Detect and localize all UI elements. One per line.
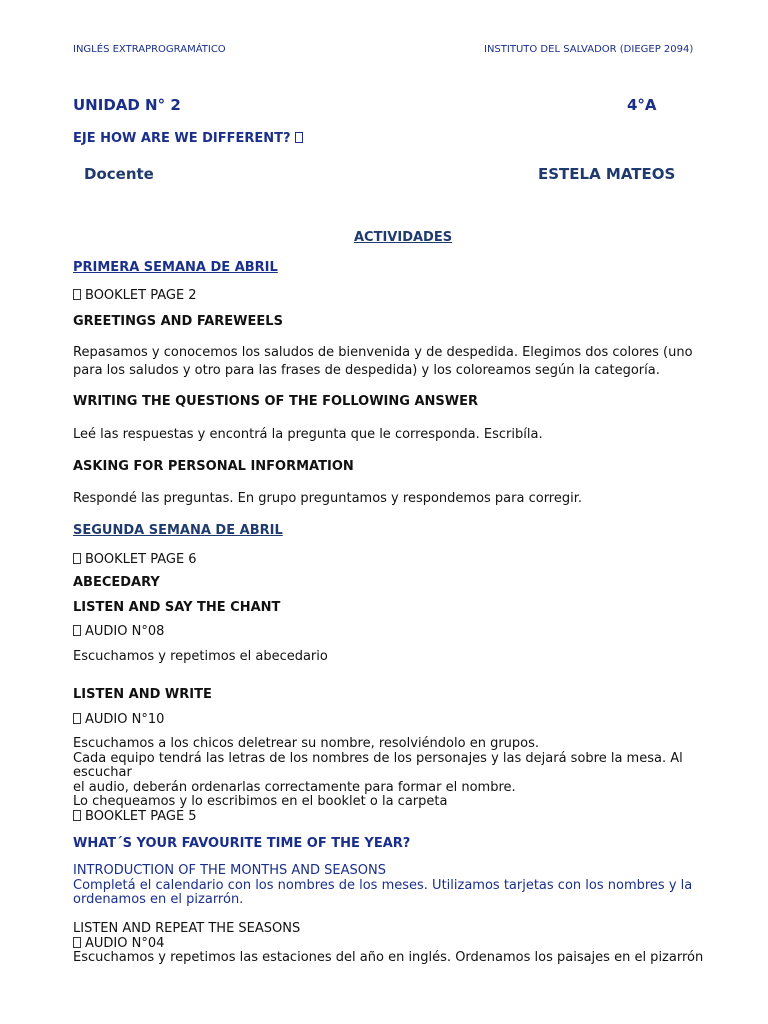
placeholder-glyph-icon	[295, 132, 303, 143]
writing-text: Leé las respuestas y encontrá la pregunta que le corresponda. Escribíla.	[73, 427, 543, 442]
header-left: INGLÉS EXTRAPROGRAMÁTICO	[73, 44, 226, 55]
write-title: LISTEN AND WRITE	[73, 687, 212, 702]
chant-title: LISTEN AND SAY THE CHANT	[73, 600, 281, 615]
abecedary-title: ABECEDARY	[73, 575, 160, 590]
asking-title: ASKING FOR PERSONAL INFORMATION	[73, 459, 354, 474]
greetings-text: Repasamos y conocemos los saludos de bienvenida y de despedida. Elegimos dos colores (uno para los saludos y otro para las frases de despedida) y los coloreamos según la categoría.	[73, 345, 693, 378]
write-line: Lo chequeamos y lo escribimos en el booklet o la carpeta	[73, 794, 448, 809]
header-right: INSTITUTO DEL SALVADOR (DIEGEP 2094)	[484, 44, 694, 55]
booklet-label: BOOKLET PAGE 2	[85, 288, 197, 303]
audio-label: AUDIO N°08	[85, 624, 165, 639]
placeholder-glyph-icon	[73, 937, 81, 948]
favourite-title: WHAT´S YOUR FAVOURITE TIME OF THE YEAR?	[73, 836, 411, 851]
intro-title: INTRODUCTION OF THE MONTHS AND SEASONS	[73, 863, 386, 878]
teacher-label: Docente	[84, 165, 154, 183]
week1-booklet	[73, 288, 197, 303]
intro-line: Completá el calendario con los nombres de los meses. Utilizamos tarjetas con los nombres y la	[73, 877, 693, 893]
week2-booklet6	[73, 552, 197, 567]
placeholder-glyph-icon	[73, 810, 81, 821]
greetings-title: GREETINGS AND FAREWEELS	[73, 314, 283, 329]
eje-text: EJE HOW ARE WE DIFFERENT?	[73, 131, 296, 146]
write-text	[73, 737, 723, 810]
audio08	[73, 624, 164, 639]
week2-booklet5	[73, 809, 197, 824]
eje-line	[73, 131, 307, 146]
intro-line: ordenamos en el pizarrón.	[73, 892, 244, 907]
asking-text: Respondé las preguntas. En grupo preguntamos y respondemos para corregir.	[73, 491, 583, 506]
chant-text: Escuchamos y repetimos el abecedario	[73, 649, 328, 664]
unit-label: UNIDAD N° 2	[73, 96, 181, 114]
write-line: el audio, deberán ordenarlas correctamente para formar el nombre.	[73, 779, 516, 795]
audio-label: AUDIO N°04	[85, 935, 165, 951]
week1-title: PRIMERA SEMANA DE ABRIL	[73, 260, 278, 275]
seasons-block	[73, 922, 723, 966]
writing-title: WRITING THE QUESTIONS OF THE FOLLOWING ANSWER	[73, 394, 478, 409]
seasons-title: LISTEN AND REPEAT THE SEASONS	[73, 921, 301, 936]
audio-label: AUDIO N°10	[85, 712, 165, 727]
seasons-text: Escuchamos y repetimos las estaciones del año en inglés. Ordenamos los paisajes en el pizarrón	[73, 950, 704, 965]
placeholder-glyph-icon	[73, 553, 81, 564]
audio04	[73, 937, 723, 952]
write-line: Escuchamos a los chicos deletrear su nombre, resolviéndolo en grupos.	[73, 736, 540, 751]
unit-grade: 4°A	[627, 96, 657, 114]
week2-title: SEGUNDA SEMANA DE ABRIL	[73, 523, 283, 538]
write-line: Cada equipo tendrá las letras de los nombres de los personajes y las dejará sobre la mesa. Al escuchar	[73, 750, 683, 780]
placeholder-glyph-icon	[73, 289, 81, 300]
booklet-label: BOOKLET PAGE 6	[85, 552, 197, 567]
intro-block	[73, 864, 723, 908]
placeholder-glyph-icon	[73, 625, 81, 636]
audio10	[73, 712, 164, 727]
booklet-label: BOOKLET PAGE 5	[85, 809, 197, 824]
placeholder-glyph-icon	[73, 713, 81, 724]
activities-title: ACTIVIDADES	[354, 230, 453, 245]
teacher-name: ESTELA MATEOS	[538, 165, 676, 183]
